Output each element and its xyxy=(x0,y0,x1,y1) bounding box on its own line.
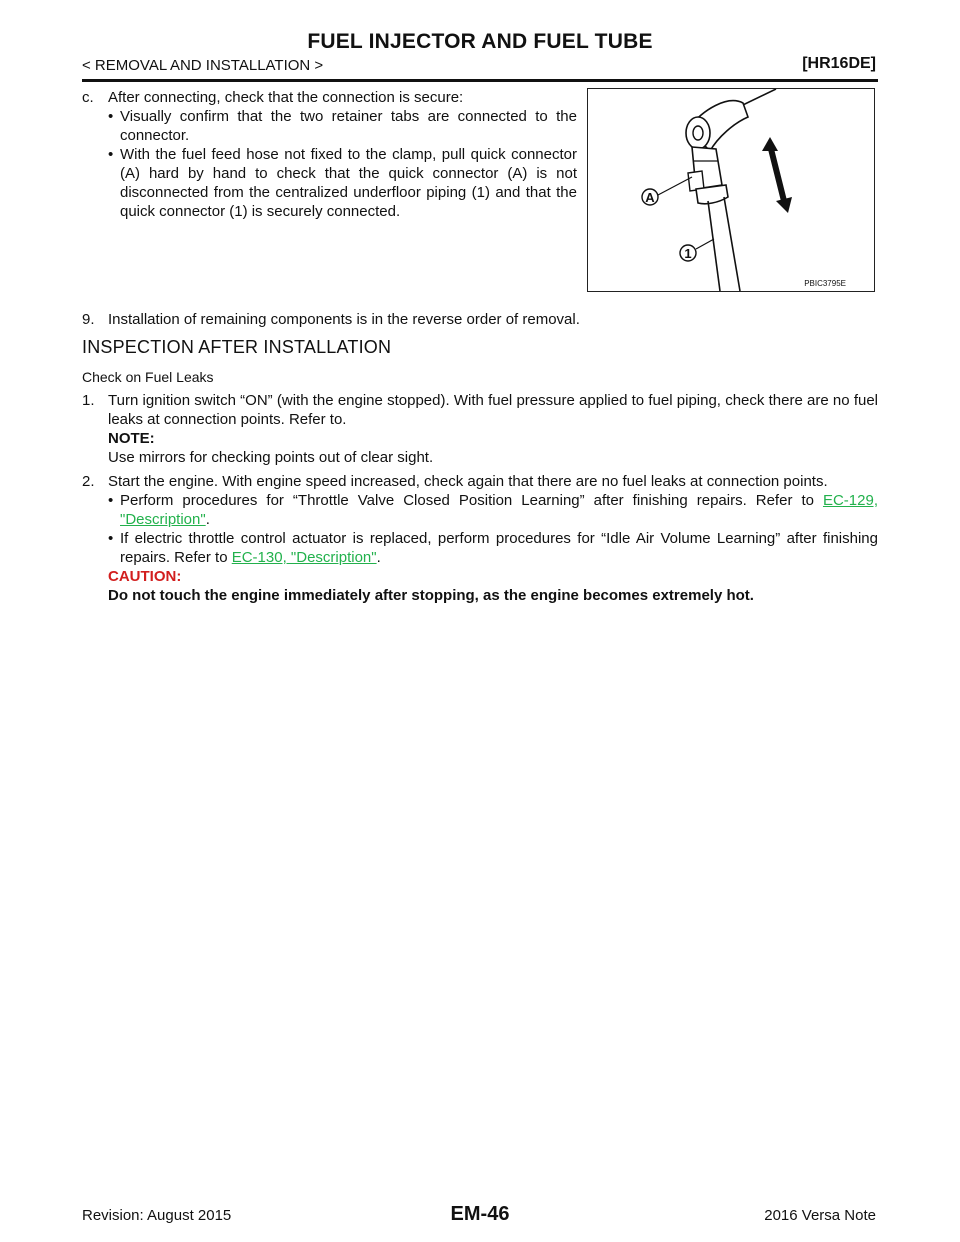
period: . xyxy=(376,549,381,566)
step-2-bullet-1 xyxy=(108,491,878,529)
breadcrumb: < REMOVAL AND INSTALLATION > xyxy=(82,57,324,74)
step-9-label: 9. xyxy=(82,311,95,328)
note-text: Use mirrors for checking points out of clear sight. xyxy=(108,449,434,466)
step-c-bullet-1-text: Visually confirm that the two retainer tabs are connected to the connector. xyxy=(120,108,577,144)
period: . xyxy=(205,511,210,528)
step-9-text: Installation of remaining components is in the reverse order of removal. xyxy=(108,311,580,328)
bullet-glyph: • xyxy=(108,492,114,509)
step-c-bullet-2 xyxy=(108,145,577,221)
link-ec-130-description[interactable]: EC-130, "Description" xyxy=(231,549,377,566)
section-subheading: Check on Fuel Leaks xyxy=(82,369,214,385)
step-c xyxy=(82,88,577,221)
bullet-glyph: • xyxy=(108,146,114,163)
page-number: EM-46 xyxy=(450,1203,510,1225)
step-1-text: Turn ignition switch “ON” (with the engine stopped). With fuel pressure applied to fuel piping, check there are no fuel leaks at connection points. Refer to. xyxy=(108,392,878,428)
vehicle-name: 2016 Versa Note xyxy=(764,1207,876,1224)
link-ec-129-description[interactable]: EC-129, "Description" xyxy=(120,492,878,528)
header-rule xyxy=(82,79,878,82)
step-c-bullet-1 xyxy=(108,107,577,145)
step-2-text: Start the engine. With engine speed increased, check again that there are no fuel leaks at connection points. xyxy=(108,473,828,490)
page-title: FUEL INJECTOR AND FUEL TUBE xyxy=(307,30,653,53)
quick-connector-illustration xyxy=(588,89,874,291)
step-2 xyxy=(82,472,878,605)
note-label: NOTE: xyxy=(108,430,155,447)
caution-text: Do not touch the engine immediately after stopping, as the engine becomes extremely hot. xyxy=(108,587,754,604)
bullet-glyph: • xyxy=(108,108,114,125)
step-1 xyxy=(82,391,878,467)
step-2-bullet-2 xyxy=(108,529,878,567)
step-2-label: 2. xyxy=(82,473,95,490)
step-2-bullet-2-text: If electric throttle control actuator is replaced, perform procedures for “Idle Air Volume Learning” after finishing repairs. Refer to xyxy=(120,530,878,566)
engine-model: [HR16DE] xyxy=(802,55,876,72)
section-heading: INSPECTION AFTER INSTALLATION xyxy=(82,337,392,357)
callout-a: A xyxy=(645,190,655,205)
figure-code: PBIC3795E xyxy=(804,279,846,288)
callout-1: 1 xyxy=(684,246,692,261)
step-c-text: After connecting, check that the connection is secure: xyxy=(108,89,464,106)
revision-date: Revision: August 2015 xyxy=(82,1207,232,1224)
step-c-bullet-2-text: With the fuel feed hose not fixed to the clamp, pull quick connector (A) hard by hand to check that the quick connector (A) is not disconnected from the centralized underfloor piping (1) and that the quick connector (1) is securely connected. xyxy=(120,146,577,220)
step-9 xyxy=(82,310,878,329)
step-1-label: 1. xyxy=(82,392,95,409)
step-c-label: c. xyxy=(82,89,94,106)
bullet-glyph: • xyxy=(108,530,114,547)
step-2-bullet-1-text: Perform procedures for “Throttle Valve Closed Position Learning” after finishing repairs. Refer to xyxy=(120,492,823,509)
caution-label: CAUTION: xyxy=(108,568,182,585)
quick-connector-figure xyxy=(587,88,875,292)
